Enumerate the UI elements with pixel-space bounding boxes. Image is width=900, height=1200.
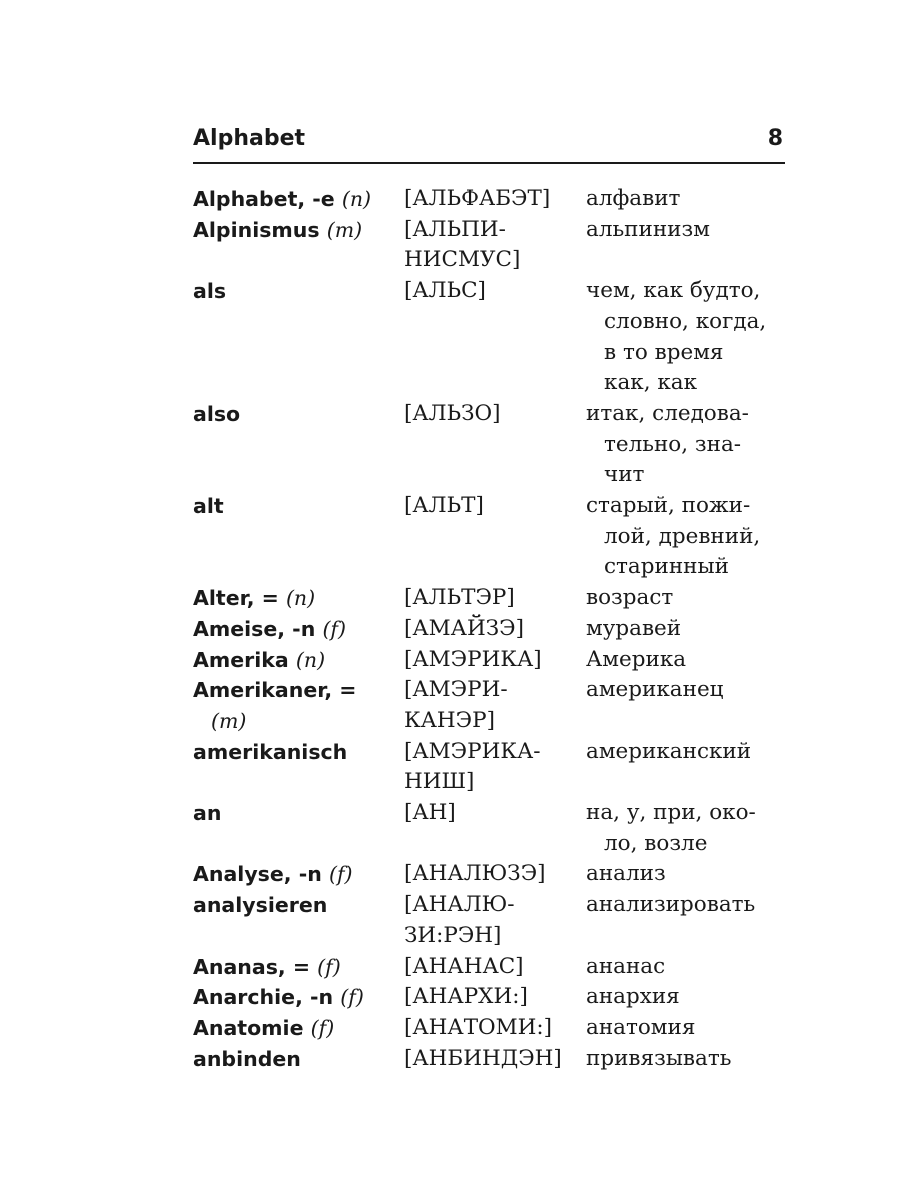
translation-cell xyxy=(586,276,791,399)
pronunciation-cell xyxy=(404,614,586,645)
translation-cell xyxy=(586,798,791,859)
pronunciation-cell xyxy=(404,215,586,276)
translation-cell xyxy=(586,675,791,706)
translation-line: лой, древний, xyxy=(604,523,761,549)
pronunciation-cell xyxy=(404,276,586,307)
headword-cell xyxy=(193,1013,404,1044)
translation-cell xyxy=(586,215,791,246)
translation-line: ананас xyxy=(586,953,666,979)
page-header xyxy=(193,122,785,164)
headword: analysieren xyxy=(193,893,328,918)
headword: amerikanisch xyxy=(193,739,348,764)
headword: Alter, = xyxy=(193,586,279,611)
grammar-label: (f) xyxy=(310,1015,335,1040)
pronunciation-cell xyxy=(404,1044,586,1075)
translation-line: старый, пожи- xyxy=(586,493,751,519)
pronunciation-cell xyxy=(404,982,586,1013)
translation-cell xyxy=(586,737,791,768)
grammar-label: (m) xyxy=(211,708,247,733)
headword: Ananas, = xyxy=(193,954,311,979)
pronunciation-line: [АНАТОМИ:] xyxy=(404,1014,553,1040)
translation-line: алфавит xyxy=(586,186,681,211)
grammar-label: (n) xyxy=(285,586,316,611)
pronunciation-line: [АЛЬТ] xyxy=(404,493,484,519)
translation-cell xyxy=(586,1013,791,1044)
headword-cell xyxy=(193,399,404,430)
pronunciation-line: НИСМУС] xyxy=(404,247,521,273)
headword: Alpinismus xyxy=(193,217,320,242)
pronunciation-cell xyxy=(404,1013,586,1044)
pronunciation-line: [АЛЬПИ- xyxy=(404,216,506,242)
dictionary-entries xyxy=(193,184,793,1074)
grammar-label: (n) xyxy=(341,187,372,211)
dictionary-entry xyxy=(193,890,793,951)
translation-cell xyxy=(586,399,791,491)
grammar-label: (f) xyxy=(322,616,347,641)
dictionary-entry xyxy=(193,1013,793,1044)
pronunciation-cell xyxy=(404,890,586,951)
translation-line: как, как xyxy=(604,370,698,396)
pronunciation-line: НИШ] xyxy=(404,769,475,795)
translation-line: американский xyxy=(586,738,752,764)
dictionary-entry xyxy=(193,614,793,645)
headword: Amerikaner, = xyxy=(193,678,357,703)
headword: als xyxy=(193,279,227,304)
headword-cell xyxy=(193,645,404,676)
dictionary-entry xyxy=(193,184,793,215)
translation-cell xyxy=(586,890,791,921)
translation-line: муравей xyxy=(586,615,682,641)
pronunciation-cell xyxy=(404,583,586,614)
pronunciation-line: [АНБИНДЭН] xyxy=(404,1045,562,1071)
headword: Analyse, -n xyxy=(193,862,322,887)
pronunciation-cell xyxy=(404,737,586,798)
headword-cell xyxy=(193,890,404,921)
pronunciation-line: [АЛЬЗО] xyxy=(404,400,501,426)
translation-line: американец xyxy=(586,677,724,703)
translation-line: старинный xyxy=(604,554,729,580)
pronunciation-cell xyxy=(404,798,586,829)
translation-line: итак, следова- xyxy=(586,400,749,426)
translation-line: анализ xyxy=(586,861,666,887)
translation-line: Америка xyxy=(586,646,687,672)
pronunciation-cell xyxy=(404,399,586,430)
translation-line: анализировать xyxy=(586,892,756,918)
headword-cell xyxy=(193,982,404,1013)
headword-cell xyxy=(193,184,404,215)
grammar-label: (f) xyxy=(317,954,341,979)
translation-cell xyxy=(586,982,791,1013)
grammar-label: (n) xyxy=(295,647,326,672)
dictionary-entry xyxy=(193,1044,793,1075)
translation-cell xyxy=(586,184,791,215)
page-number: 8 xyxy=(767,126,783,151)
translation-cell xyxy=(586,645,791,676)
pronunciation-line: [АНАНАС] xyxy=(404,953,524,979)
dictionary-entry xyxy=(193,215,793,276)
translation-line: ло, возле xyxy=(604,830,708,856)
translation-line: возраст xyxy=(586,585,674,611)
dictionary-entry xyxy=(193,859,793,890)
headword: Amerika xyxy=(193,647,289,672)
pronunciation-cell xyxy=(404,491,586,522)
pronunciation-cell xyxy=(404,184,586,215)
headword-cell xyxy=(193,952,404,983)
dictionary-entry xyxy=(193,982,793,1013)
dictionary-entry xyxy=(193,583,793,614)
pronunciation-cell xyxy=(404,645,586,676)
headword-cell xyxy=(193,583,404,614)
pronunciation-cell xyxy=(404,859,586,890)
translation-cell xyxy=(586,491,791,583)
translation-cell xyxy=(586,859,791,890)
headword: Ameise, -n xyxy=(193,616,316,641)
headword-cell xyxy=(193,1044,404,1075)
translation-line: тельно, зна- xyxy=(604,431,742,457)
translation-line: на, у, при, око- xyxy=(586,800,756,826)
pronunciation-line: [АМЭРИ- xyxy=(404,677,508,703)
headword-cell xyxy=(193,675,404,736)
headword-cell xyxy=(193,276,404,307)
pronunciation-line: [АМЭРИКА] xyxy=(404,646,542,672)
translation-line: чем, как будто, xyxy=(586,278,761,304)
headword-cell xyxy=(193,491,404,522)
grammar-label: (m) xyxy=(326,217,363,242)
headword: alt xyxy=(193,494,224,519)
dictionary-entry xyxy=(193,399,793,491)
pronunciation-line: [АЛЬС] xyxy=(404,278,486,304)
pronunciation-line: [АЛЬФАБЭТ] xyxy=(404,186,551,211)
dictionary-entry xyxy=(193,491,793,583)
dictionary-entry xyxy=(193,737,793,798)
pronunciation-line: ЗИ:РЭН] xyxy=(404,922,502,948)
running-head: Alphabet xyxy=(193,126,306,151)
headword: Alphabet, -e xyxy=(193,187,335,211)
pronunciation-line: [АМЭРИКА- xyxy=(404,738,541,764)
pronunciation-cell xyxy=(404,952,586,983)
pronunciation-line: [АНАРХИ:] xyxy=(404,984,528,1010)
translation-cell xyxy=(586,952,791,983)
dictionary-entry xyxy=(193,952,793,983)
headword: anbinden xyxy=(193,1046,301,1071)
headword-cell xyxy=(193,737,404,768)
headword: Anarchie, -n xyxy=(193,985,334,1010)
pronunciation-line: [АН] xyxy=(404,800,456,826)
translation-line: альпинизм xyxy=(586,216,710,242)
pronunciation-line: [АНАЛЮЗЭ] xyxy=(404,861,546,887)
dictionary-entry xyxy=(193,675,793,736)
translation-cell xyxy=(586,583,791,614)
pronunciation-line: [АЛЬТЭР] xyxy=(404,585,515,611)
dictionary-entry xyxy=(193,645,793,676)
headword: also xyxy=(193,401,241,426)
translation-line: привязывать xyxy=(586,1045,732,1071)
pronunciation-line: КАНЭР] xyxy=(404,707,495,733)
translation-line: чит xyxy=(604,462,645,488)
dictionary-entry xyxy=(193,276,793,399)
pronunciation-line: [АМАЙЗЭ] xyxy=(404,615,524,641)
translation-cell xyxy=(586,614,791,645)
headword-cell xyxy=(193,614,404,645)
grammar-label: (f) xyxy=(328,862,353,887)
pronunciation-line: [АНАЛЮ- xyxy=(404,892,515,918)
translation-line: в то время xyxy=(604,339,724,365)
headword: Anatomie xyxy=(193,1015,304,1040)
translation-line: словно, когда, xyxy=(604,308,767,334)
translation-cell xyxy=(586,1044,791,1075)
headword-cell xyxy=(193,859,404,890)
translation-line: анатомия xyxy=(586,1014,696,1040)
dictionary-entry xyxy=(193,798,793,859)
translation-line: анархия xyxy=(586,984,680,1010)
headword-cell xyxy=(193,798,404,829)
headword: an xyxy=(193,801,222,826)
grammar-label: (f) xyxy=(340,985,364,1010)
headword-cell xyxy=(193,215,404,246)
pronunciation-cell xyxy=(404,675,586,736)
